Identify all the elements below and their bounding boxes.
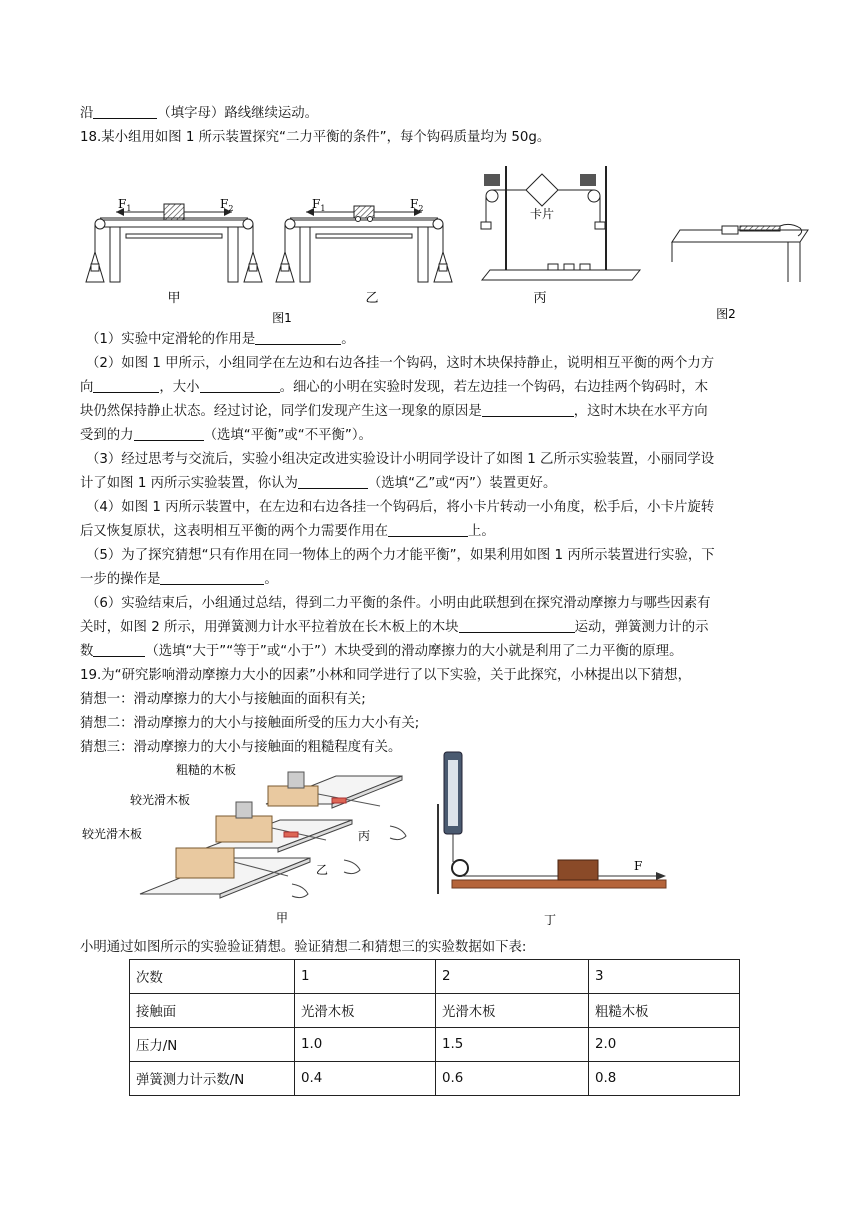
part-3-line-2	[80, 474, 556, 494]
question-19-title: 19.为“研究影响滑动摩擦力大小的因素”小林和同学进行了以下实验，关于此探究，小林提出以下猜想，	[80, 668, 691, 683]
apparatus-figure-2	[672, 224, 808, 282]
answer-blank[interactable]	[93, 642, 145, 657]
force-label-f2: $F_2$	[220, 197, 234, 213]
answer-blank[interactable]	[459, 618, 575, 633]
apparatus-jia	[86, 204, 262, 282]
part-2-line-4	[80, 426, 372, 446]
part-6-line-3	[80, 642, 682, 662]
table-cell: 压力/N	[130, 1028, 295, 1062]
text: 。	[341, 332, 355, 347]
label-bing: 丙	[358, 829, 371, 843]
table-cell: 3	[589, 960, 740, 994]
text: 受到的力	[80, 428, 134, 443]
label-jia: 甲	[167, 291, 181, 306]
text: ，大小	[159, 380, 200, 395]
table-cell: 2	[436, 960, 589, 994]
table-row	[130, 994, 740, 1028]
table-cell: 1.5	[436, 1028, 589, 1062]
figure-friction-experiments	[80, 744, 680, 934]
part-4-line-1: （4）如图 1 丙所示装置中，在左边和右边各挂一个钩码后，将小卡片转动一小角度，松手后，小卡片旋转	[86, 500, 715, 515]
force-label-f2-yi: $F_2$	[410, 197, 424, 213]
force-label: F	[634, 859, 643, 873]
text: （选填“乙”或“丙”）装置更好。	[367, 476, 557, 491]
text: 后又恢复原状，这表明相互平衡的两个力需要作用在	[80, 524, 388, 539]
text: 一步的操作是	[80, 572, 161, 587]
hypothesis-3: 猜想三：滑动摩擦力的大小与接触面的粗糙程度有关。	[80, 740, 402, 755]
answer-blank[interactable]	[482, 402, 574, 417]
caption-figure-1: 图1	[272, 311, 292, 325]
apparatus-yi	[276, 206, 452, 282]
text: 块仍然保持静止状态。经过讨论，同学们发现产生这一现象的原因是	[80, 404, 482, 419]
part-3-line-1: （3）经过思考与交流后，实验小组决定改进实验设计小明同学设计了如图 1 乙所示实验装置，小丽同学设	[86, 452, 715, 467]
label-ding: 丁	[543, 913, 557, 927]
answer-blank[interactable]	[160, 570, 264, 585]
text: （选填“平衡”或“不平衡”）。	[203, 428, 372, 443]
table-cell: 0.6	[436, 1062, 589, 1096]
answer-blank[interactable]	[93, 378, 159, 393]
table-cell: 0.4	[295, 1062, 436, 1096]
label-yi: 乙	[365, 291, 379, 306]
label-smooth-board-2: 较光滑木板	[82, 827, 143, 841]
data-table	[129, 959, 740, 1096]
table-cell: 粗糙木板	[589, 994, 740, 1028]
table-cell: 2.0	[589, 1028, 740, 1062]
force-label-f1-yi: $F_1$	[312, 197, 326, 213]
apparatus-bing	[481, 166, 640, 280]
part-5-line-2	[80, 570, 278, 590]
text: ，这时木块在水平方向	[573, 404, 708, 419]
label-jia: 甲	[275, 911, 289, 925]
answer-blank[interactable]	[298, 474, 368, 489]
line-continuation	[80, 104, 318, 124]
label-bing: 丙	[533, 291, 547, 306]
table-cell: 0.8	[589, 1062, 740, 1096]
text: 关时，如图 2 所示，用弹簧测力计水平拉着放在长木板上的木块	[80, 620, 459, 635]
table-row	[130, 1062, 740, 1096]
part-1	[86, 330, 355, 350]
table-cell: 接触面	[130, 994, 295, 1028]
label-smooth-board-1: 较光滑木板	[130, 793, 191, 807]
text: （填字母）路线继续运动。	[157, 106, 319, 121]
question-18-title: 18.某小组用如图 1 所示装置探究“二力平衡的条件”，每个钩码质量均为 50g。	[80, 130, 551, 145]
text: 。	[264, 572, 278, 587]
apparatus-ding	[438, 752, 666, 894]
part-5-line-1: （5）为了探究猜想“只有作用在同一物体上的两个力才能平衡”，如果利用如图 1 丙所示装置进行实验，下	[86, 548, 715, 563]
table-cell: 光滑木板	[436, 994, 589, 1028]
label-rough-board: 粗糙的木板	[176, 763, 237, 777]
answer-blank[interactable]	[200, 378, 280, 393]
part-2-line-3	[80, 402, 708, 422]
table-cell: 次数	[130, 960, 295, 994]
hypothesis-1: 猜想一：滑动摩擦力的大小与接触面的面积有关;	[80, 692, 366, 707]
verify-intro: 小明通过如图所示的实验验证猜想。验证猜想二和猜想三的实验数据如下表:	[80, 940, 527, 955]
table-cell: 1	[295, 960, 436, 994]
part-6-line-2	[80, 618, 708, 638]
part-4-line-2	[80, 522, 495, 542]
answer-blank[interactable]	[255, 330, 341, 345]
hypothesis-2: 猜想二：滑动摩擦力的大小与接触面所受的压力大小有关;	[80, 716, 420, 731]
text: 向	[80, 380, 94, 395]
table-row	[130, 1028, 740, 1062]
text: 运动，弹簧测力计的示	[574, 620, 709, 635]
table-cell: 1.0	[295, 1028, 436, 1062]
board-jia	[140, 848, 310, 898]
part-6-line-1: （6）实验结束后，小组通过总结，得到二力平衡的条件。小明由此联想到在探究滑动摩擦力与哪些因素有	[86, 596, 711, 611]
text: 数	[80, 644, 94, 659]
text: （1）实验中定滑轮的作用是	[86, 332, 256, 347]
answer-blank[interactable]	[93, 104, 157, 119]
text: 上。	[467, 524, 495, 539]
table-row	[130, 960, 740, 994]
label-yi: 乙	[316, 863, 329, 877]
force-label-f1: $F_1$	[118, 197, 132, 213]
text: 计了如图 1 丙所示实验装置，你认为	[80, 476, 298, 491]
part-2-line-1: （2）如图 1 甲所示，小组同学在左边和右边各挂一个钩码，这时木块保持静止，说明相互平衡的两个力方	[86, 356, 715, 371]
text: （选填“大于”“等于”或“小于”）木块受到的滑动摩擦力的大小就是利用了二力平衡的原理。	[145, 644, 683, 659]
part-2-line-2	[80, 378, 708, 398]
figure-1-apparatus	[80, 152, 840, 328]
table-cell: 弹簧测力计示数/N	[130, 1062, 295, 1096]
text: 沿	[80, 106, 94, 121]
caption-figure-2: 图2	[716, 307, 736, 321]
answer-blank[interactable]	[134, 426, 204, 441]
text: 。细心的小明在实验时发现，若左边挂一个钩码，右边挂两个钩码时，木	[279, 380, 709, 395]
table-cell: 光滑木板	[295, 994, 436, 1028]
label-card: 卡片	[529, 207, 555, 221]
answer-blank[interactable]	[388, 522, 468, 537]
